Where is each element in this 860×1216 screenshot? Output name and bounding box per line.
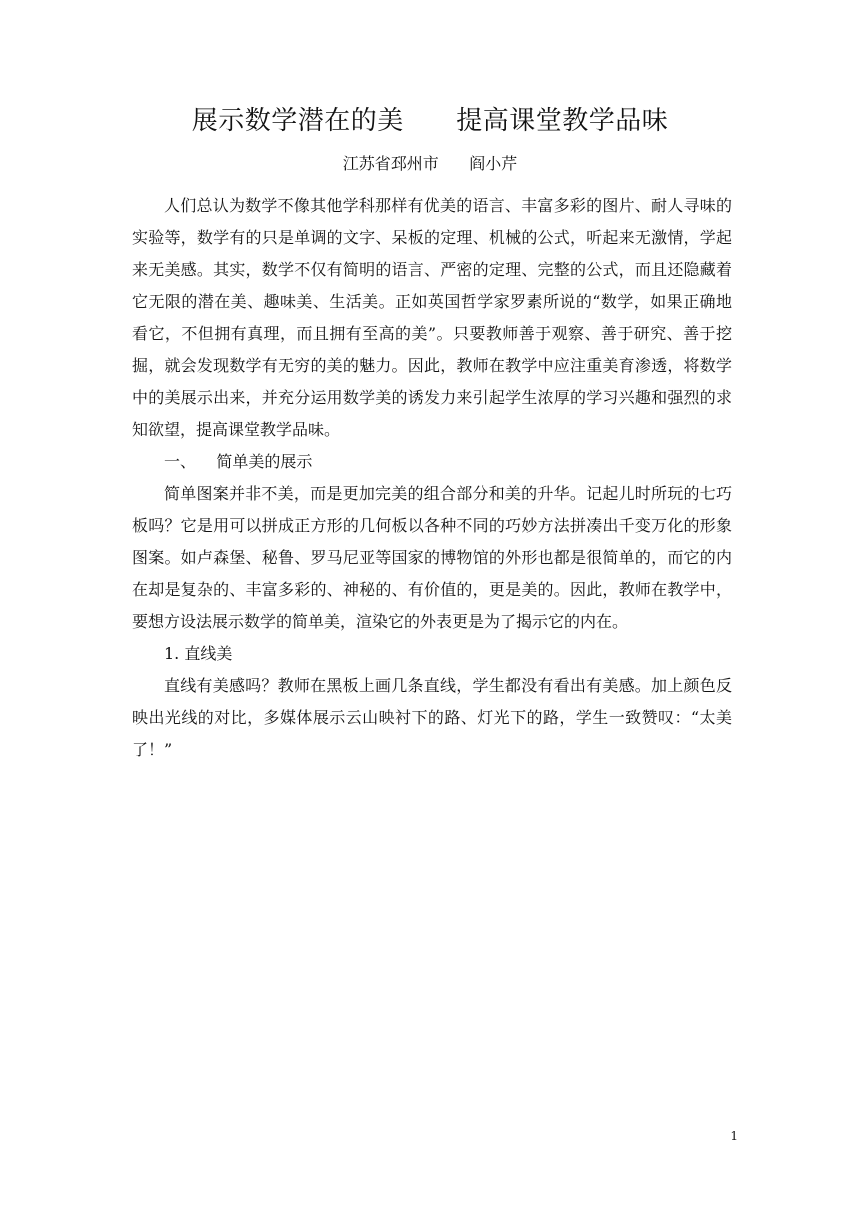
intro-paragraph: 人们总认为数学不像其他学科那样有优美的语言、丰富多彩的图片、耐人寻味的实验等，数学有的只是单调的文字、呆板的定理、机械的公式，听起来无激情，学起来无美感。其实，数学不仅有简明的语言、严密的定理、完整的公式，而且还隐藏着它无限的潜在美、趣味美、生活美。正如英国哲学家罗素所说的“数学，如果正确地看它，不但拥有真理，而且拥有至高的美”。只要教师善于观察、善于研究、善于挖掘，就会发现数学有无穷的美的魅力。因此，教师在教学中应注重美育渗透，将数学中的美展示出来，并充分运用数学美的诱发力来引起学生浓厚的学习兴趣和强烈的求知欲望，提高课堂教学品味。 [132, 196, 732, 439]
section-heading: 一、 简单美的展示 [164, 452, 313, 471]
subsection-paragraph: 直线有美感吗？教师在黑板上画几条直线，学生都没有看出有美感。加上颜色反映出光线的对比，多媒体展示云山映衬下的路、灯光下的路，学生一致赞叹：“太美了！” [132, 676, 732, 759]
section-paragraph: 简单图案并非不美，而是更加完美的组合部分和美的升华。记起儿时所玩的七巧板吗？它是用可以拼成正方形的几何板以各种不同的巧妙方法拼凑出千变万化的形象图案。如卢森堡、秘鲁、罗马尼亚等国家的博物馆的外形也都是很简单的，而它的内在却是复杂的、丰富多彩的、神秘的、有价值的，更是美的。因此，教师在教学中，要想方设法展示数学的简单美，渲染它的外表更是为了揭示它的内在。 [132, 484, 732, 631]
page-number: 1 [730, 1129, 738, 1143]
author-byline: 江苏省邳州市 阎小芹 [342, 154, 518, 173]
document-title: 展示数学潜在的美 提高课堂教学品味 [191, 106, 669, 136]
subsection-heading: 1. 直线美 [164, 644, 233, 663]
document-body [132, 190, 732, 766]
